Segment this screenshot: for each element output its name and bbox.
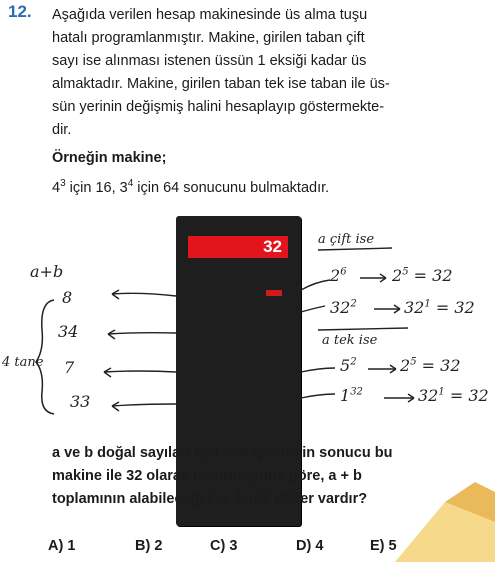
choice-d[interactable]: D) 4: [296, 538, 324, 554]
hw-arrows-left: [104, 290, 176, 411]
hw-left-header: a+b: [30, 262, 64, 281]
hw-left-value: 34: [58, 322, 79, 341]
question-line: a ve b doğal sayıları için a^b işleminin sonucu bu: [52, 445, 393, 461]
problem-line: hatalı programlanmıştır. Makine, girilen taban çift: [52, 30, 365, 46]
problem-line: sün yerinin değişmiş halini hesaplayıp göstermekte-: [52, 99, 385, 115]
example-text-1: için 16,: [65, 179, 120, 196]
hw-brace-label: 4 tane: [2, 355, 44, 370]
choice-b[interactable]: B) 2: [135, 538, 163, 554]
hw-right-result: $2^5 = 32$: [392, 266, 453, 285]
question-line: toplamının alabileceği kaç farklı değer vardır?: [52, 491, 368, 507]
hw-right-row: $2^6$: [330, 266, 347, 285]
example-base-2: 3: [119, 179, 128, 196]
choice-e[interactable]: E) 5: [370, 538, 397, 554]
problem-line: dir.: [52, 122, 72, 138]
hw-right-result: $32^1 = 32$: [418, 386, 489, 405]
hw-right-result: $32^1 = 32$: [404, 298, 475, 317]
hw-brace: [36, 300, 54, 414]
example-exp-1: 3: [60, 178, 66, 189]
hw-right-result: $2^5 = 32$: [400, 356, 461, 375]
example-text-2: için 64 sonucunu bulmaktadır.: [133, 179, 330, 196]
example-title: Örneğin makine;: [52, 150, 167, 166]
decorative-corner: [335, 482, 495, 562]
question-line: makine ile 32 olarak bulunduğuna göre, a + b: [52, 468, 362, 484]
hw-even-label: a çift ise: [318, 232, 375, 247]
problem-line: sayı ise alınması istenen üssün 1 eksiği kadar üs: [52, 53, 367, 69]
problem-line: Aşağıda verilen hesap makinesinde üs alma tuşu: [52, 7, 368, 23]
choice-c[interactable]: C) 3: [210, 538, 238, 554]
calculator-display: 32: [188, 236, 288, 258]
hw-left-value: 33: [70, 392, 91, 411]
hw-odd-label: a tek ise: [322, 333, 378, 348]
hw-left-value: 7: [64, 358, 75, 377]
example-exp-2: 4: [127, 178, 134, 189]
hw-right-row: $1^{32}$: [340, 386, 363, 405]
question-number: 12.: [8, 2, 32, 21]
example-base-1: 4: [52, 179, 61, 196]
hw-right-row: $5^2$: [340, 356, 357, 375]
choice-a[interactable]: A) 1: [48, 538, 76, 554]
hw-left-value: 8: [62, 288, 73, 307]
problem-line: almaktadır. Makine, girilen taban tek ise taban ile üs-: [52, 76, 390, 92]
hw-right-row: $32^2$: [330, 298, 357, 317]
